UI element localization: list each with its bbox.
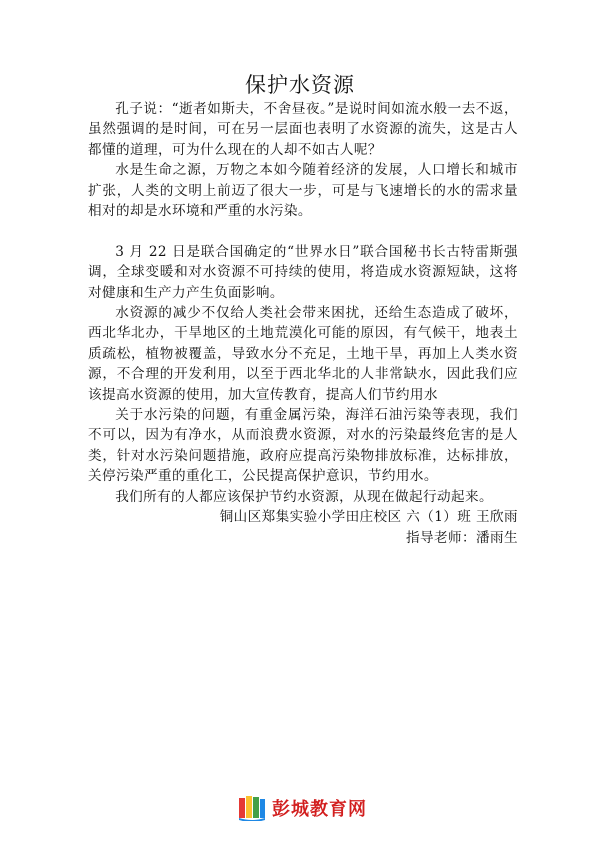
document-title: 保护水资源 bbox=[245, 73, 355, 97]
paragraph-4: 水资源的减少不仅给人类社会带来困扰，还给生态造成了破坏，西北华北办，干旱地区的土地荒漠化可能的原因，有气候干，地表土质疏松，植物被覆盖，导致水分不充足，土地干旱，再加上人类水资源，不合理的开发利用，以至于西北华北的人非常缺水，因此我们应该提高水资源的使用，加大宣传教育，提高人们节约用水 bbox=[88, 305, 518, 403]
logo-text: 彭城教育网 bbox=[272, 799, 367, 820]
author-line: 铜山区郑集实验小学田庄校区 六（1）班 王欣雨 bbox=[219, 509, 518, 526]
paragraph-2: 水是生命之源，万物之本如今随着经济的发展，人口增长和城市扩张，人类的文明上前迈了很大一步，可是与飞速增长的水的需求量相对的却是水环境和严重的水污染。 bbox=[88, 162, 518, 220]
paragraph-5: 关于水污染的问题，有重金属污染，海洋石油污染等表现，我们不可以，因为有净水，从而浪费水资源，对水的污染最终危害的是人类，针对水污染问题措施，政府应提高污染物排放标准，达标排放，关停污染严重的重化工，公民提高保护意识，节约用水。 bbox=[88, 407, 518, 485]
paragraph-6: 我们所有的人都应该保护节约水资源，从现在做起行动起来。 bbox=[115, 488, 494, 505]
signature-block bbox=[88, 507, 518, 549]
paragraph-3: 3 月 22 日是联合国确定的“世界水日”联合国秘书长古特雷斯强调，全球变暖和对水资源不可持续的使用，将造成水资源短缺，这将对健康和生产力产生负面影响。 bbox=[88, 243, 518, 301]
teacher-line: 指导老师：潘雨生 bbox=[406, 530, 518, 547]
site-logo[interactable] bbox=[238, 793, 367, 823]
paragraph-1: 孔子说：“逝者如斯夫，不舍昼夜。”是说时间如流水般一去不返，虽然强调的是时间，可在另一层面也表明了水资源的流失，这是古人都懂的道理，可为什么现在的人却不如古人呢？ bbox=[88, 101, 518, 158]
document-body bbox=[88, 99, 518, 549]
book-icon bbox=[238, 795, 266, 821]
